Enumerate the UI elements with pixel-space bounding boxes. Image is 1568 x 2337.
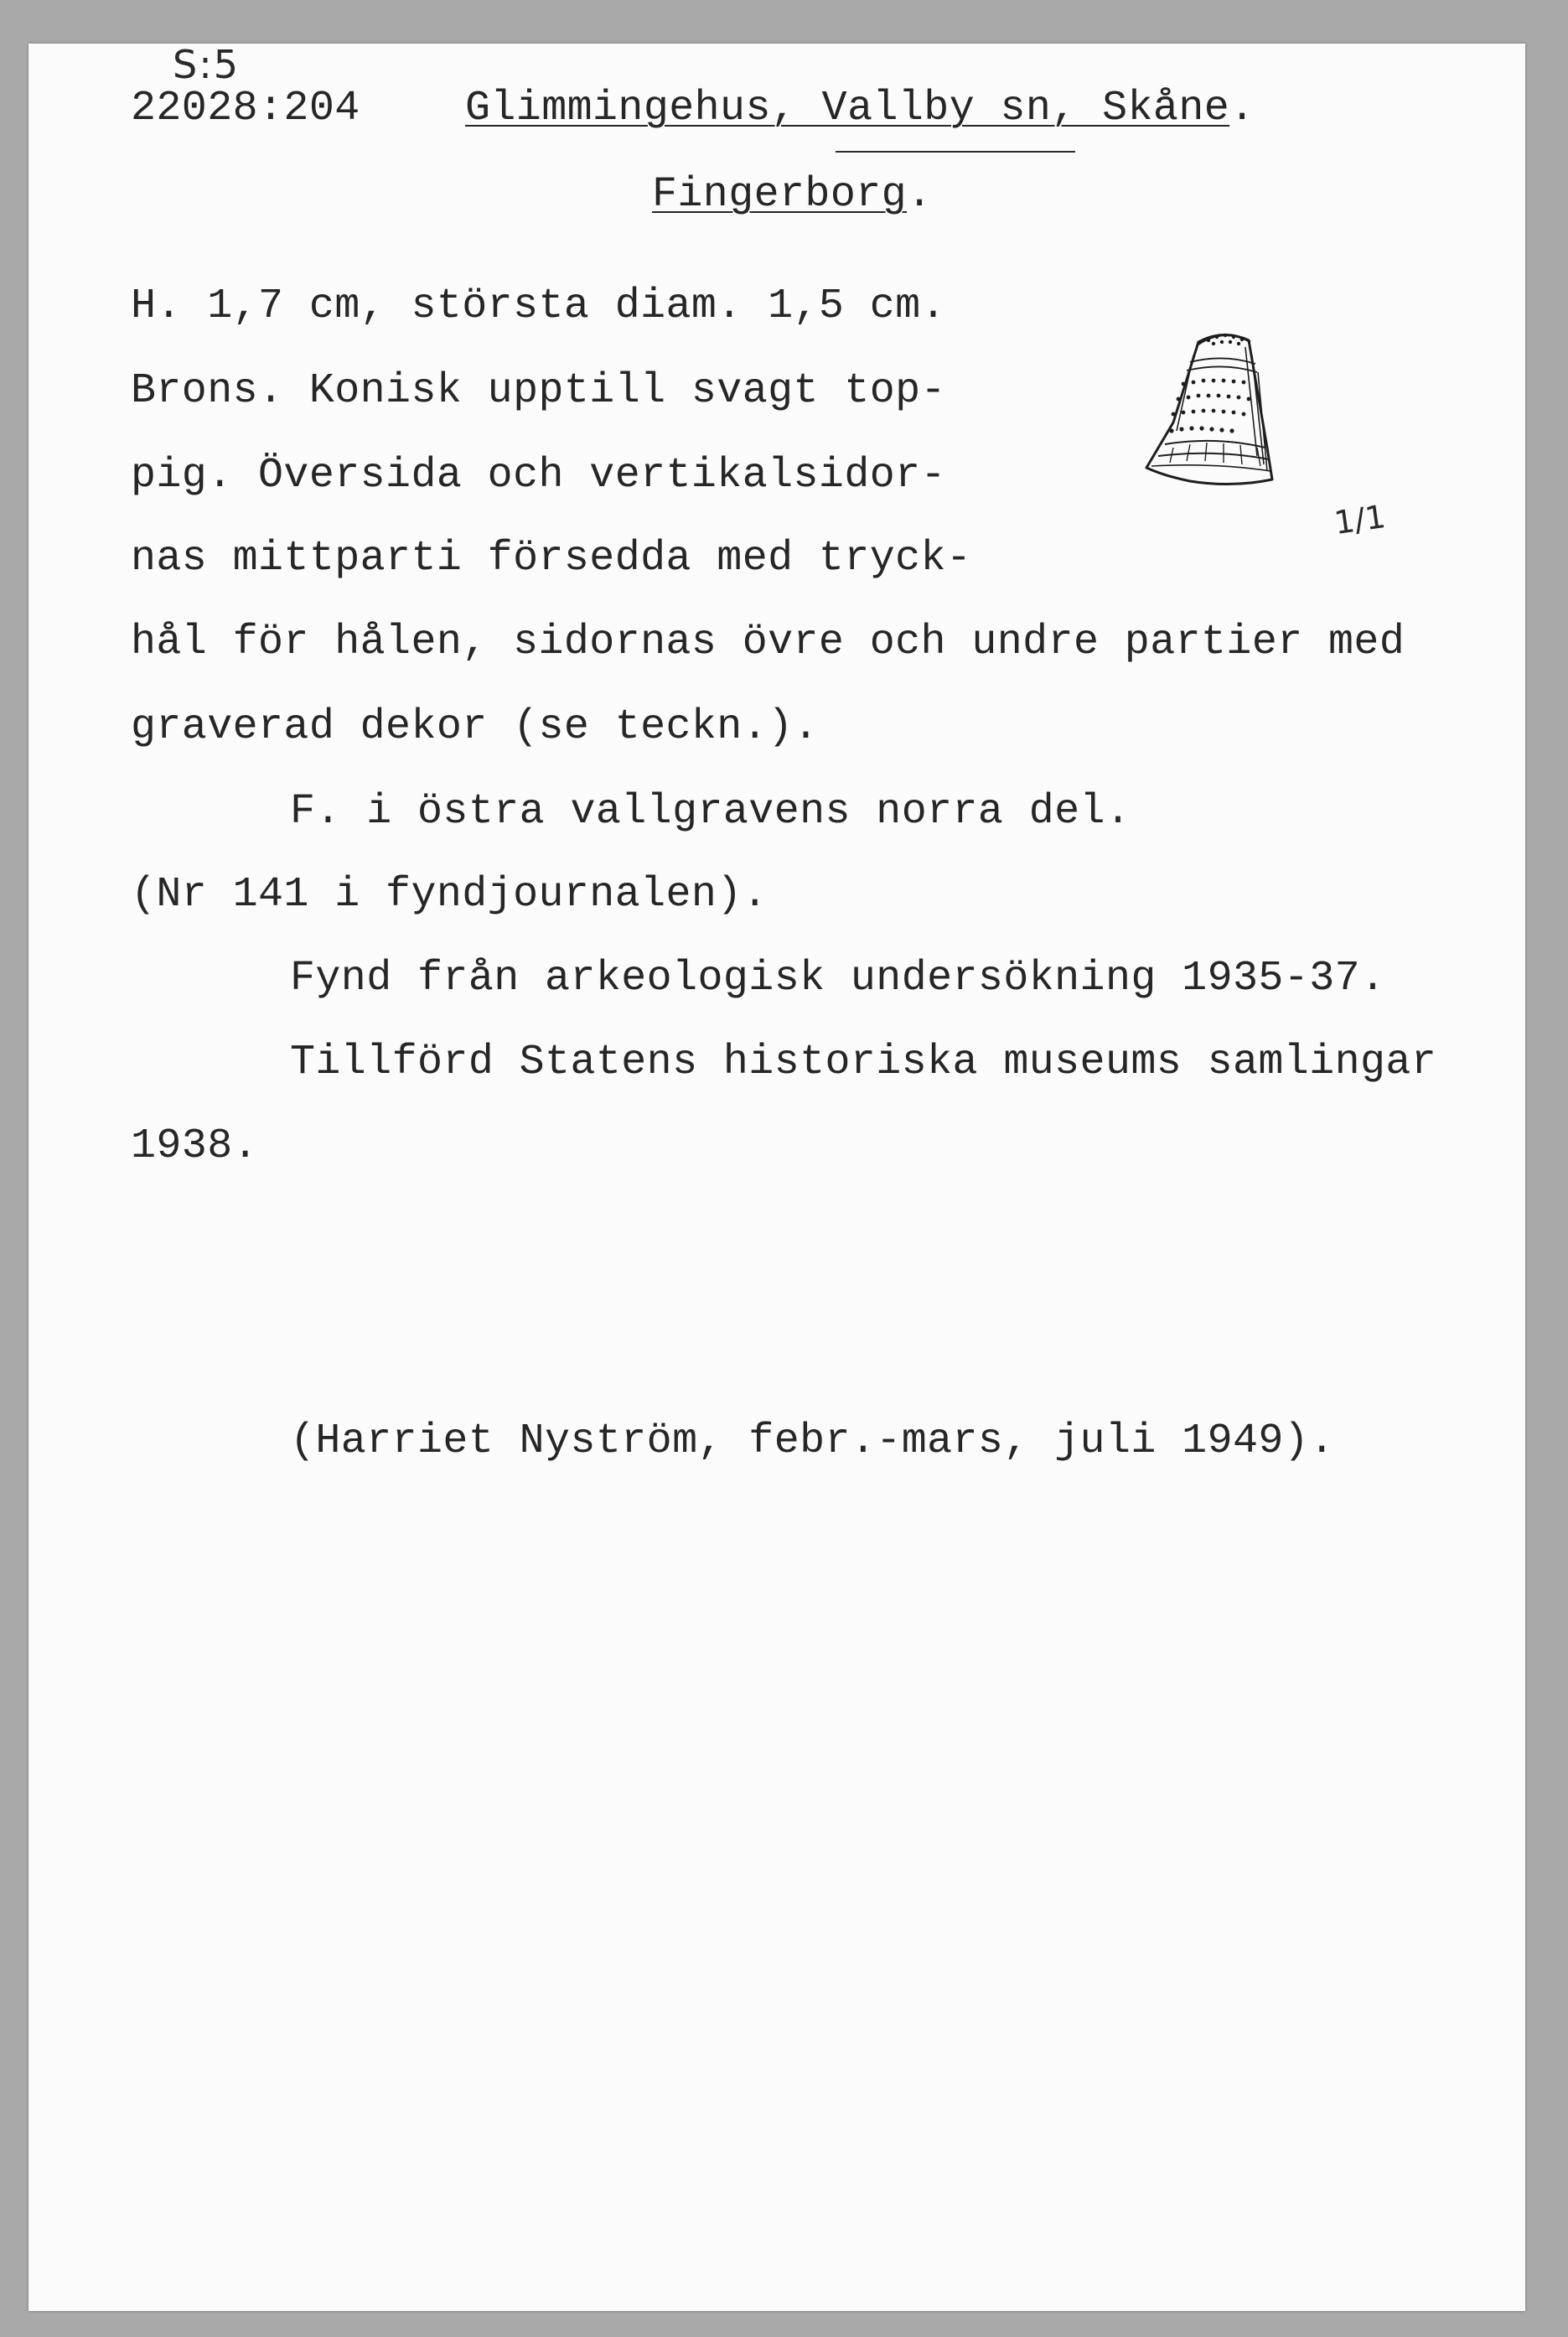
find-line: (Nr 141 i fyndjournalen). [131, 871, 768, 919]
object-name-title: Fingerborg. [652, 171, 933, 219]
handwritten-mark: S:5 [173, 42, 240, 87]
author-note: (Harriet Nyström, febr.-mars, juli 1949). [290, 1417, 1335, 1465]
location-second-underline [836, 151, 1075, 153]
scale-label: 1/1 [1332, 497, 1388, 542]
description-line: Brons. Konisk upptill svagt top- [131, 367, 946, 415]
provenance-line: Fynd från arkeologisk undersökning 1935-37. [290, 955, 1386, 1003]
location-title: Glimmingehus, Vallby sn, Skåne. [465, 85, 1255, 132]
object-name-text: Fingerborg [652, 171, 908, 219]
description-line: nas mittparti försedda med tryck- [131, 535, 972, 583]
find-line: F. i östra vallgravens norra del. [290, 788, 1131, 836]
description-line: H. 1,7 cm, största diam. 1,5 cm. [131, 282, 946, 330]
provenance-line: Tillförd Statens historiska museums samlingar [290, 1039, 1437, 1086]
description-line: pig. Översida och vertikalsidor- [131, 452, 946, 500]
provenance-line: 1938. [131, 1122, 259, 1170]
location-text: Glimmingehus, Vallby sn, Skåne [465, 85, 1230, 132]
description-line: hål för hålen, sidornas övre och undre partier med [131, 619, 1405, 666]
description-line: graverad dekor (se teckn.). [131, 703, 819, 751]
catalog-number: 22028:204 [131, 85, 360, 132]
thimble-drawing-icon [1140, 322, 1299, 498]
